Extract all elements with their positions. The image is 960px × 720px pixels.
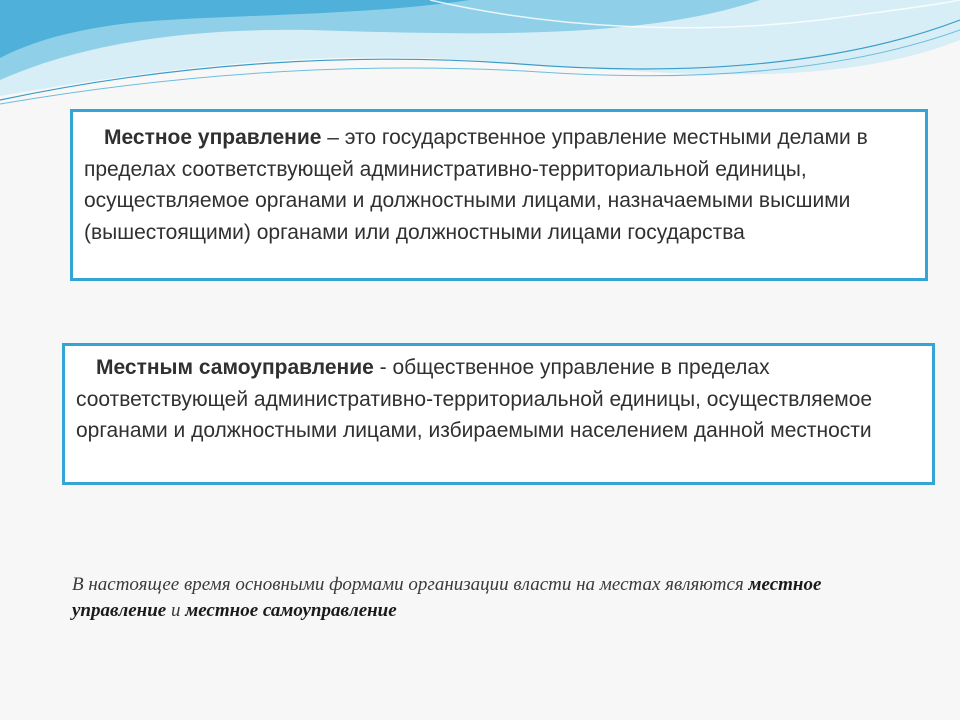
- note-connector: и: [166, 600, 186, 621]
- local-government-term: Местное управление: [104, 126, 322, 149]
- self-government-term: Местным самоуправление: [96, 356, 374, 379]
- self-government-text: - общественное управление в пределах соответствующей административно-территориальной единицы, осуществляемое органами и должностными лицами, избираемыми населением данной местности: [76, 356, 873, 442]
- note-prefix: В настоящее время основными формами организации власти на местах являются: [72, 574, 749, 595]
- local-government-definition-box: [70, 109, 928, 281]
- wave-header-decoration: [0, 0, 960, 110]
- summary-note: [72, 572, 892, 624]
- local-government-text: – это государственное управление местными делами в пределах соответствующей административно-территориальной единицы, осуществляемое органами и должностными лицами, назначаемыми высшими (вышестоящими) органами или должностными лицами государства: [84, 126, 868, 244]
- note-term-self-government: местное самоуправление: [185, 600, 397, 621]
- self-government-definition-box: [62, 343, 935, 485]
- note-term-local-government: местное управление: [72, 574, 822, 621]
